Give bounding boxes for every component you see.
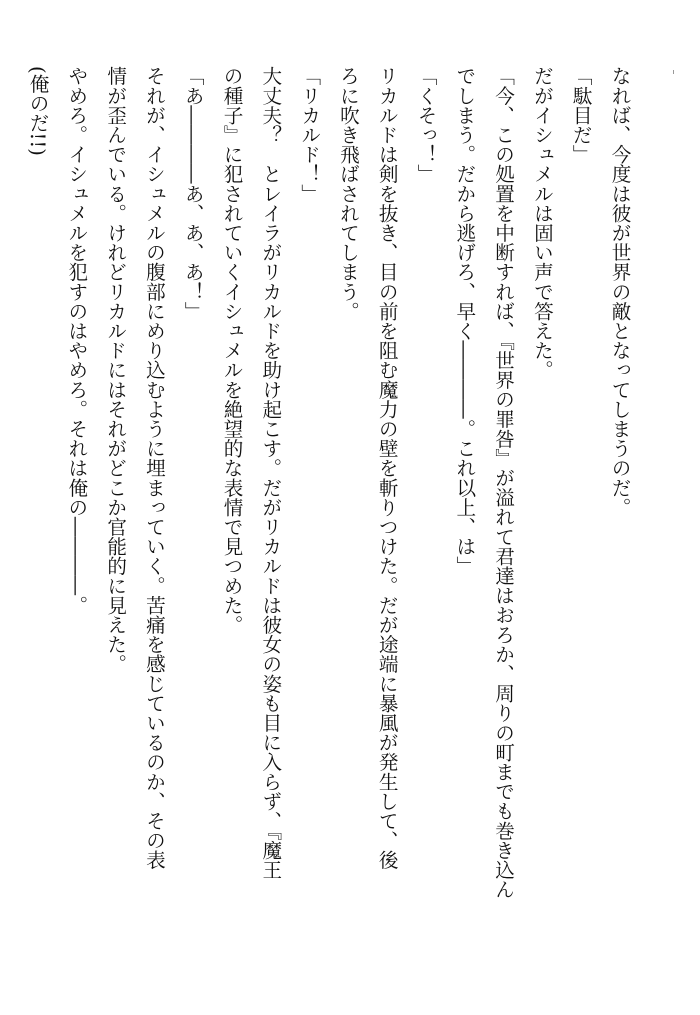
text-line-5: でしまう。だから逃げろ、早く――――。これ以上、は」 [452,66,476,576]
text-line-14: 情が歪んでいる。けれどリカルドにはそれがどこか官能的に見えた。 [103,66,127,674]
text-line-2: 「駄目だ」 [569,66,593,164]
text-line-16: (俺のだ!!) [26,66,50,156]
text-line-11: の種子』に犯されていくイシュメルを絶望的な表情で見つめた。 [220,66,244,635]
text-line-1: なれば、今度は彼が世界の敵となってしまうのだ。 [608,66,631,517]
text-line-4: 「今、この処置を中断すれば、『世界の罪咎』が溢れて君達はおろか、周りの町までも巻き込ん [491,66,515,899]
text-line-13: それが、イシュメルの腹部にめり込むように埋まっていく。苦痛を感じているのか、その表 [142,66,166,870]
text-line-10: 大丈夫？ とレイラがリカルドを助け起こす。だがリカルドは彼女の姿も目に入らず、『魔王 [258,66,282,880]
text-line-9: 「リカルド！」 [297,66,321,204]
vertical-text-body [17,66,638,976]
text-line-8: ろに吹き飛ばされてしまう。 [336,66,360,321]
text-line-3: だがイシュメルは固い声で答えた。 [530,66,554,380]
text-line-6: 「くそっ！」 [414,66,438,184]
page-corner-mark [673,70,674,74]
text-line-15: やめろ。イシュメルを犯すのはやめろ。それは俺の――――。 [64,66,88,615]
text-line-12: 「あ――――あ、あ、あ！」 [181,66,205,321]
text-line-7: リカルドは剣を抜き、目の前を阻む魔力の壁を斬りつけた。だが途端に暴風が発生して、後 [375,66,399,870]
